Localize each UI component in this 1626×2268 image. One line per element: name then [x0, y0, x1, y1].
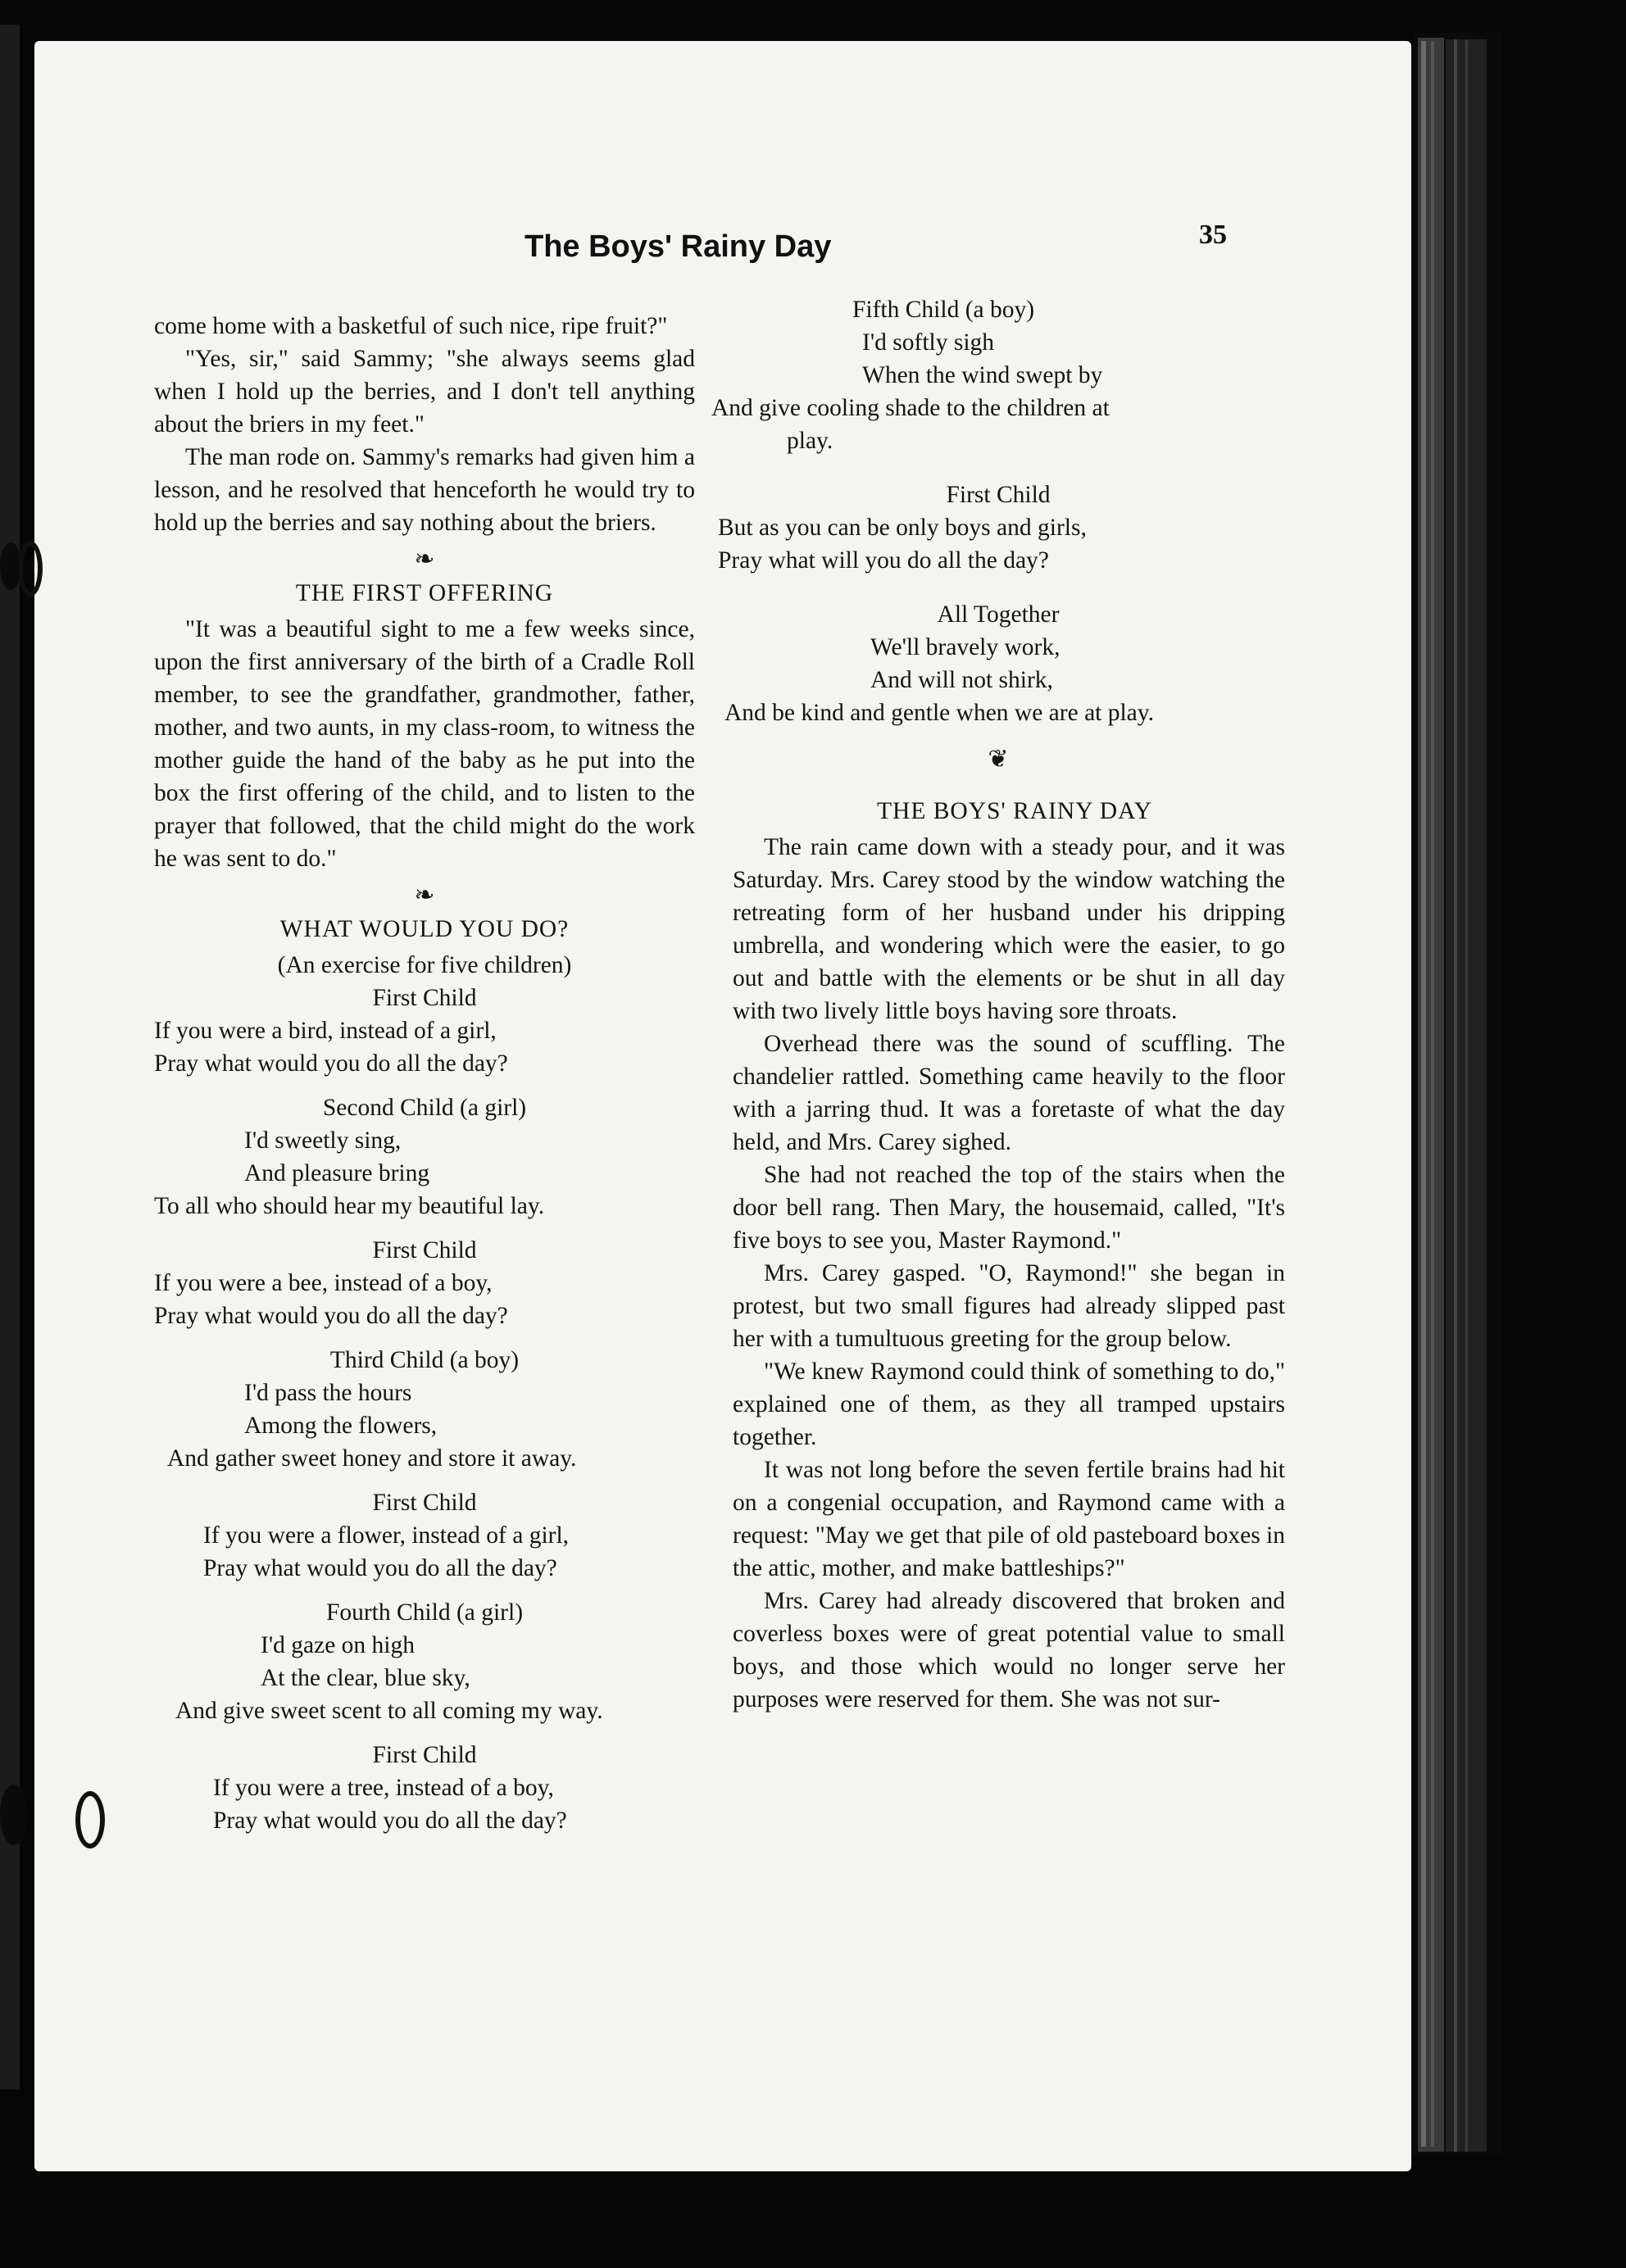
section-subheading: (An exercise for five children): [277, 952, 572, 978]
verse-line: Pray what would you do all the day?: [154, 1050, 508, 1077]
verse-line: Pray what would you do all the day?: [203, 1555, 557, 1581]
speaker-label: All Together: [937, 601, 1060, 628]
verse-stanza: [711, 326, 1285, 457]
verse-line: To all who should hear my beautiful lay.: [154, 1193, 545, 1219]
verse-line: And be kind and gentle when we are at play.: [724, 700, 1154, 726]
ornament: ❧: [414, 882, 435, 909]
speaker-label: Third Child (a boy): [329, 1347, 520, 1373]
verse-stanza: [154, 1124, 695, 1222]
speaker-label: First Child: [372, 1742, 477, 1768]
book-binding-left: [0, 25, 20, 2089]
page-stack-edge: [1413, 33, 1503, 2155]
speaker-label: First Child: [946, 482, 1051, 508]
verse-stanza: [154, 1014, 695, 1080]
verse-line: If you were a tree, instead of a boy,: [213, 1775, 554, 1801]
verse-line: If you were a bee, instead of a boy,: [154, 1270, 493, 1296]
verse-line: I'd pass the hours: [244, 1380, 412, 1406]
binding-hole-bottom: [0, 1785, 28, 1845]
speaker-label: First Child: [372, 985, 477, 1011]
running-header-title: The Boys' Rainy Day: [525, 229, 832, 264]
verse-stanza: [711, 511, 1285, 577]
verse-line: We'll bravely work,: [870, 634, 1061, 660]
verse-line: And pleasure bring: [244, 1160, 430, 1186]
section-heading: THE BOYS' RAINY DAY: [877, 798, 1152, 824]
verse-stanza: [154, 1267, 695, 1332]
verse-line: If you were a bird, instead of a girl,: [154, 1018, 497, 1044]
page-number: 35: [1199, 220, 1227, 250]
verse-line: I'd gaze on high: [261, 1632, 415, 1658]
paragraph: come home with a basketful of such nice, ripe fruit?": [154, 313, 668, 339]
paragraph: "We knew Raymond could think of something to do," explained one of them, as they all tramped upstairs together.: [733, 1359, 1285, 1450]
speaker-label: Fifth Child (a boy): [852, 297, 1035, 323]
verse-line: If you were a flower, instead of a girl,: [203, 1522, 570, 1549]
verse-line: And gather sweet honey and store it away.: [167, 1445, 577, 1472]
verse-line: When the wind swept by: [862, 362, 1103, 388]
speaker-label: Fourth Child (a girl): [325, 1599, 524, 1626]
verse-stanza: [711, 631, 1285, 729]
paragraph: She had not reached the top of the stairs when the door bell rang. Then Mary, the housemaid, called, "It's five boys to see you, Master Raymond.": [733, 1162, 1285, 1254]
speaker-label: First Child: [372, 1490, 477, 1516]
right-column: [711, 293, 1285, 1716]
verse-line: Pray what will you do all the day?: [718, 547, 1049, 574]
ornament: ❧: [414, 546, 435, 573]
verse-line: And will not shirk,: [870, 667, 1053, 693]
paragraph: The man rode on. Sammy's remarks had given him a lesson, and he resolved that henceforth he would try to hold up the berries and say nothing about the briers.: [154, 444, 695, 536]
verse-line: I'd sweetly sing,: [244, 1127, 402, 1154]
verse-line: Among the flowers,: [244, 1413, 438, 1439]
paragraph: "Yes, sir," said Sammy; "she always seems glad when I hold up the berries, and I don't tell anything about the briers in my feet.": [154, 346, 695, 438]
paragraph: Mrs. Carey gasped. "O, Raymond!" she began in protest, but two small figures had already slipped past her with a tumultuous greeting for the group below.: [733, 1260, 1285, 1352]
verse-stanza: [154, 1771, 695, 1837]
paragraph: It was not long before the seven fertile brains had hit on a congenial occupation, and Raymond came with a request: "May we get that pile of old pasteboard boxes in the attic, mother, and make battleships?": [733, 1457, 1285, 1581]
paragraph: The rain came down with a steady pour, and it was Saturday. Mrs. Carey stood by the window watching the retreating form of her husband under his dripping umbrella, and wondering which were the easier, to go out and battle with the elements or be shut in all day with two lively little boys having sore throats.: [733, 834, 1285, 1024]
verse-line: play.: [787, 428, 833, 454]
paragraph: "It was a beautiful sight to me a few weeks since, upon the first anniversary of the birth of a Cradle Roll member, to see the grandfather, grandmother, father, mother, and two aunts, in my class-room, to witness the mother guide the hand of the baby as he put into the box the first offering of the child, and to listen to the prayer that followed, that the child might do the work he was sent to do.": [154, 616, 695, 872]
verse-line: I'd softly sigh: [862, 329, 995, 356]
paragraph: Overhead there was the sound of scuffling. The chandelier rattled. Something came heavily to the floor with a jarring thud. It was a foretaste of what the day held, and Mrs. Carey sighed.: [733, 1031, 1285, 1155]
verse-line: And give sweet scent to all coming my way.: [175, 1698, 603, 1724]
binding-ring-bottom: [75, 1791, 105, 1848]
section-heading: THE FIRST OFFERING: [295, 580, 554, 606]
article-body: [711, 831, 1285, 1716]
binding-ring-mid-left: [18, 541, 43, 596]
verse-line: Pray what would you do all the day?: [154, 1303, 508, 1329]
verse-line: Pray what would you do all the day?: [213, 1808, 567, 1834]
verse-stanza: [154, 1377, 695, 1475]
verse-stanza: [154, 1629, 695, 1727]
section-heading: WHAT WOULD YOU DO?: [279, 916, 570, 942]
verse-stanza: [154, 1519, 695, 1585]
ornament: ❦: [988, 746, 1009, 773]
verse-line: At the clear, blue sky,: [261, 1665, 470, 1691]
verse-line: And give cooling shade to the children at: [711, 395, 1110, 421]
speaker-label: First Child: [372, 1237, 477, 1263]
left-column: [154, 310, 695, 1837]
paragraph: Mrs. Carey had already discovered that broken and coverless boxes were of great potential value to small boys, and those which would no longer serve her purposes were reserved for them. She was not sur-: [733, 1588, 1285, 1712]
speaker-label: Second Child (a girl): [322, 1095, 527, 1121]
verse-line: But as you can be only boys and girls,: [718, 515, 1087, 541]
